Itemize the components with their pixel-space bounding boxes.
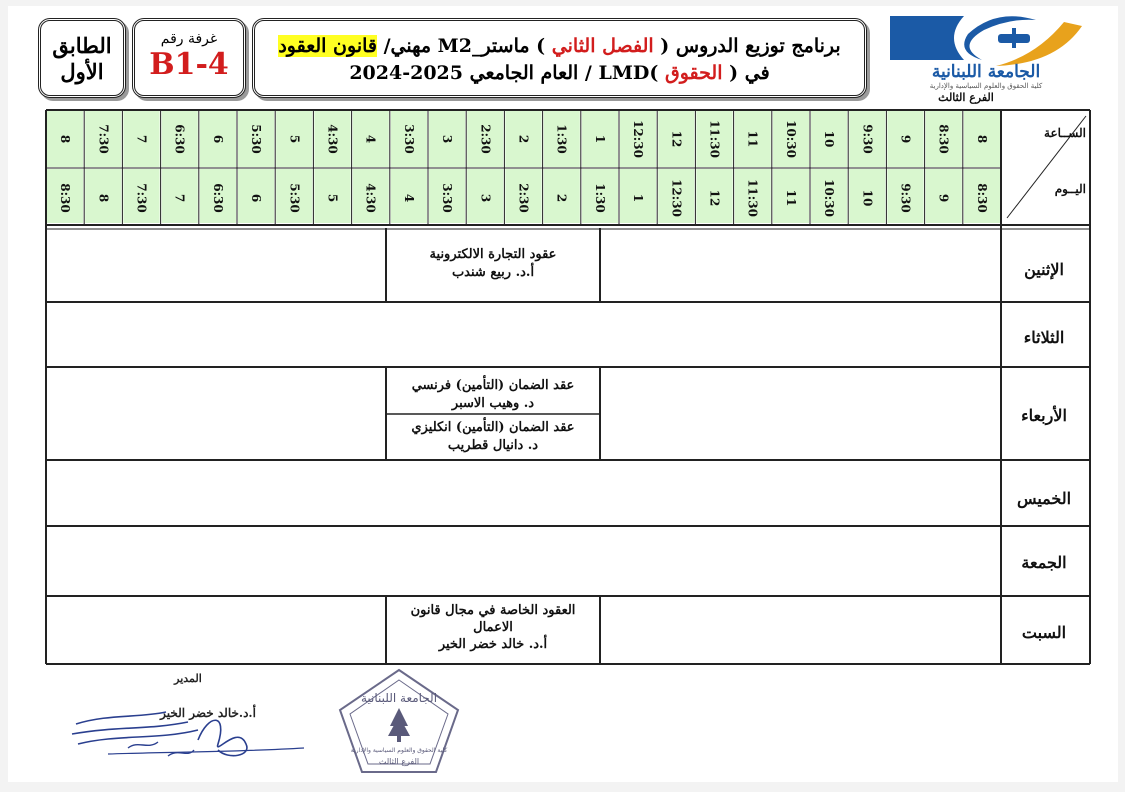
time-start-label: 8: [58, 134, 73, 144]
time-start-label: 11: [745, 130, 760, 148]
course-cell-wednesday-french: [386, 377, 600, 413]
time-start-label: 9:30: [860, 124, 875, 154]
time-end-label: 4: [401, 193, 416, 203]
floor-title: الطابق: [52, 33, 112, 58]
director-name: أ.د.خالد خضر الخير: [160, 706, 256, 720]
time-start-label: 5: [287, 134, 302, 144]
logo-subtext: كلية الحقوق والعلوم السياسية والإدارية: [929, 82, 1043, 90]
title2-suffix: )LMD / العام الجامعي 2025-2024: [349, 62, 659, 84]
course-cell-monday: [386, 246, 600, 282]
course-title-line2: الاعمال: [473, 620, 513, 635]
time-end-label: 6: [249, 193, 264, 203]
director-title: المدير: [174, 672, 202, 685]
stamp-top-text: الجامعة اللبنانية: [360, 691, 438, 705]
time-start-label: 11:30: [707, 120, 722, 158]
time-end-label: 3:30: [440, 183, 455, 213]
time-start-label: 3:30: [401, 124, 416, 154]
schedule-sheet: [8, 6, 1118, 782]
day-tuesday: الثلاثاء: [1023, 328, 1065, 347]
time-end-label: 10:30: [822, 179, 837, 217]
time-end-label: 4:30: [363, 183, 378, 213]
time-start-label: 2:30: [478, 124, 493, 154]
course-title: عقد الضمان (التأمين) فرنسي: [411, 378, 575, 393]
course-teacher: أ.د. خالد خضر الخير: [438, 637, 548, 652]
time-end-label: 8: [96, 193, 111, 203]
time-start-label: 6: [210, 134, 225, 144]
time-end-label: 5: [325, 193, 340, 203]
signature-icon: [68, 704, 308, 766]
time-end-label: 12:30: [669, 179, 684, 217]
time-end-label: 6:30: [210, 183, 225, 213]
corner-hour-label: الســاعة: [1044, 126, 1086, 140]
time-start-label: 10:30: [783, 120, 798, 158]
time-start-label: 1:30: [554, 124, 569, 154]
day-friday: الجمعة: [1021, 553, 1067, 572]
time-start-label: 12:30: [631, 120, 646, 158]
course-title: عقد الضمان (التأمين) انكليزي: [411, 420, 575, 435]
time-start-label: 6:30: [172, 124, 187, 154]
official-stamp-icon: [334, 666, 464, 778]
time-end-label: 9:30: [898, 183, 913, 213]
time-end-label: 10: [860, 189, 875, 207]
time-start-label: 9: [898, 134, 913, 144]
time-start-label: 5:30: [249, 124, 264, 154]
time-start-label: 7:30: [96, 124, 111, 154]
title-mid: ) ماستر_M2 مهني/: [376, 35, 546, 57]
time-end-label: 1: [631, 193, 646, 203]
day-saturday: السبت: [1021, 623, 1067, 642]
time-start-label: 2: [516, 134, 531, 144]
day-monday: الإثنين: [1024, 260, 1064, 279]
time-start-label: 8:30: [936, 124, 951, 154]
time-start-label: 10: [822, 130, 837, 148]
title-semester: الفصل الثاني: [551, 35, 654, 57]
time-start-label: 4:30: [325, 124, 340, 154]
stamp-mid-text: كلية الحقوق والعلوم السياسية والإدارية: [350, 747, 448, 754]
day-wednesday: الأربعاء: [1021, 406, 1067, 425]
title-highlight: قانون العقود: [278, 35, 377, 57]
time-end-label: 8:30: [974, 183, 989, 213]
time-start-label: 3: [440, 134, 455, 144]
time-end-label: 5:30: [287, 183, 302, 213]
time-start-label: 12: [669, 130, 684, 148]
title2-prefix: في (: [729, 62, 770, 84]
course-teacher: د. وهيب الاسبر: [451, 396, 535, 411]
floor-value: الأول: [60, 59, 104, 84]
time-end-label: 8:30: [58, 183, 73, 213]
course-cell-wednesday-english: [386, 419, 600, 455]
time-start-label: 8: [974, 134, 989, 144]
time-end-label: 7: [172, 193, 187, 203]
schedule-grid: [8, 6, 1118, 676]
title-prefix: برنامج توزيع الدروس (: [660, 35, 841, 57]
stamp-bottom-text: الفرع الثالث: [378, 757, 420, 766]
time-start-label: 1: [592, 134, 607, 144]
course-cell-saturday: [386, 602, 600, 653]
room-label: غرفة رقم: [160, 31, 218, 47]
time-end-label: 11: [783, 189, 798, 207]
time-end-label: 7:30: [134, 183, 149, 213]
course-teacher: د. دانيال قطريب: [447, 438, 539, 453]
time-end-label: 2: [554, 193, 569, 203]
time-end-label: 11:30: [745, 179, 760, 217]
time-end-label: 12: [707, 189, 722, 207]
time-end-label: 9: [936, 193, 951, 203]
day-thursday: الخميس: [1016, 489, 1072, 508]
logo-text: الجامعة اللبنانية: [931, 62, 1041, 82]
room-value: B1-4: [149, 47, 229, 82]
course-title: عقود التجارة الالكترونية: [429, 247, 557, 262]
title2-faculty: الحقوق: [665, 62, 723, 84]
corner-day-label: اليــوم: [1054, 182, 1086, 196]
time-end-label: 2:30: [516, 183, 531, 213]
time-start-label: 7: [134, 134, 149, 144]
time-start-label: 4: [363, 134, 378, 144]
course-teacher: أ.د. ربيع شندب: [451, 265, 535, 280]
course-title-line1: العقود الخاصة في مجال قانون: [410, 603, 576, 618]
time-end-label: 3: [478, 193, 493, 203]
time-end-label: 1:30: [592, 183, 607, 213]
branch-label: الفرع الثالث: [938, 91, 994, 104]
